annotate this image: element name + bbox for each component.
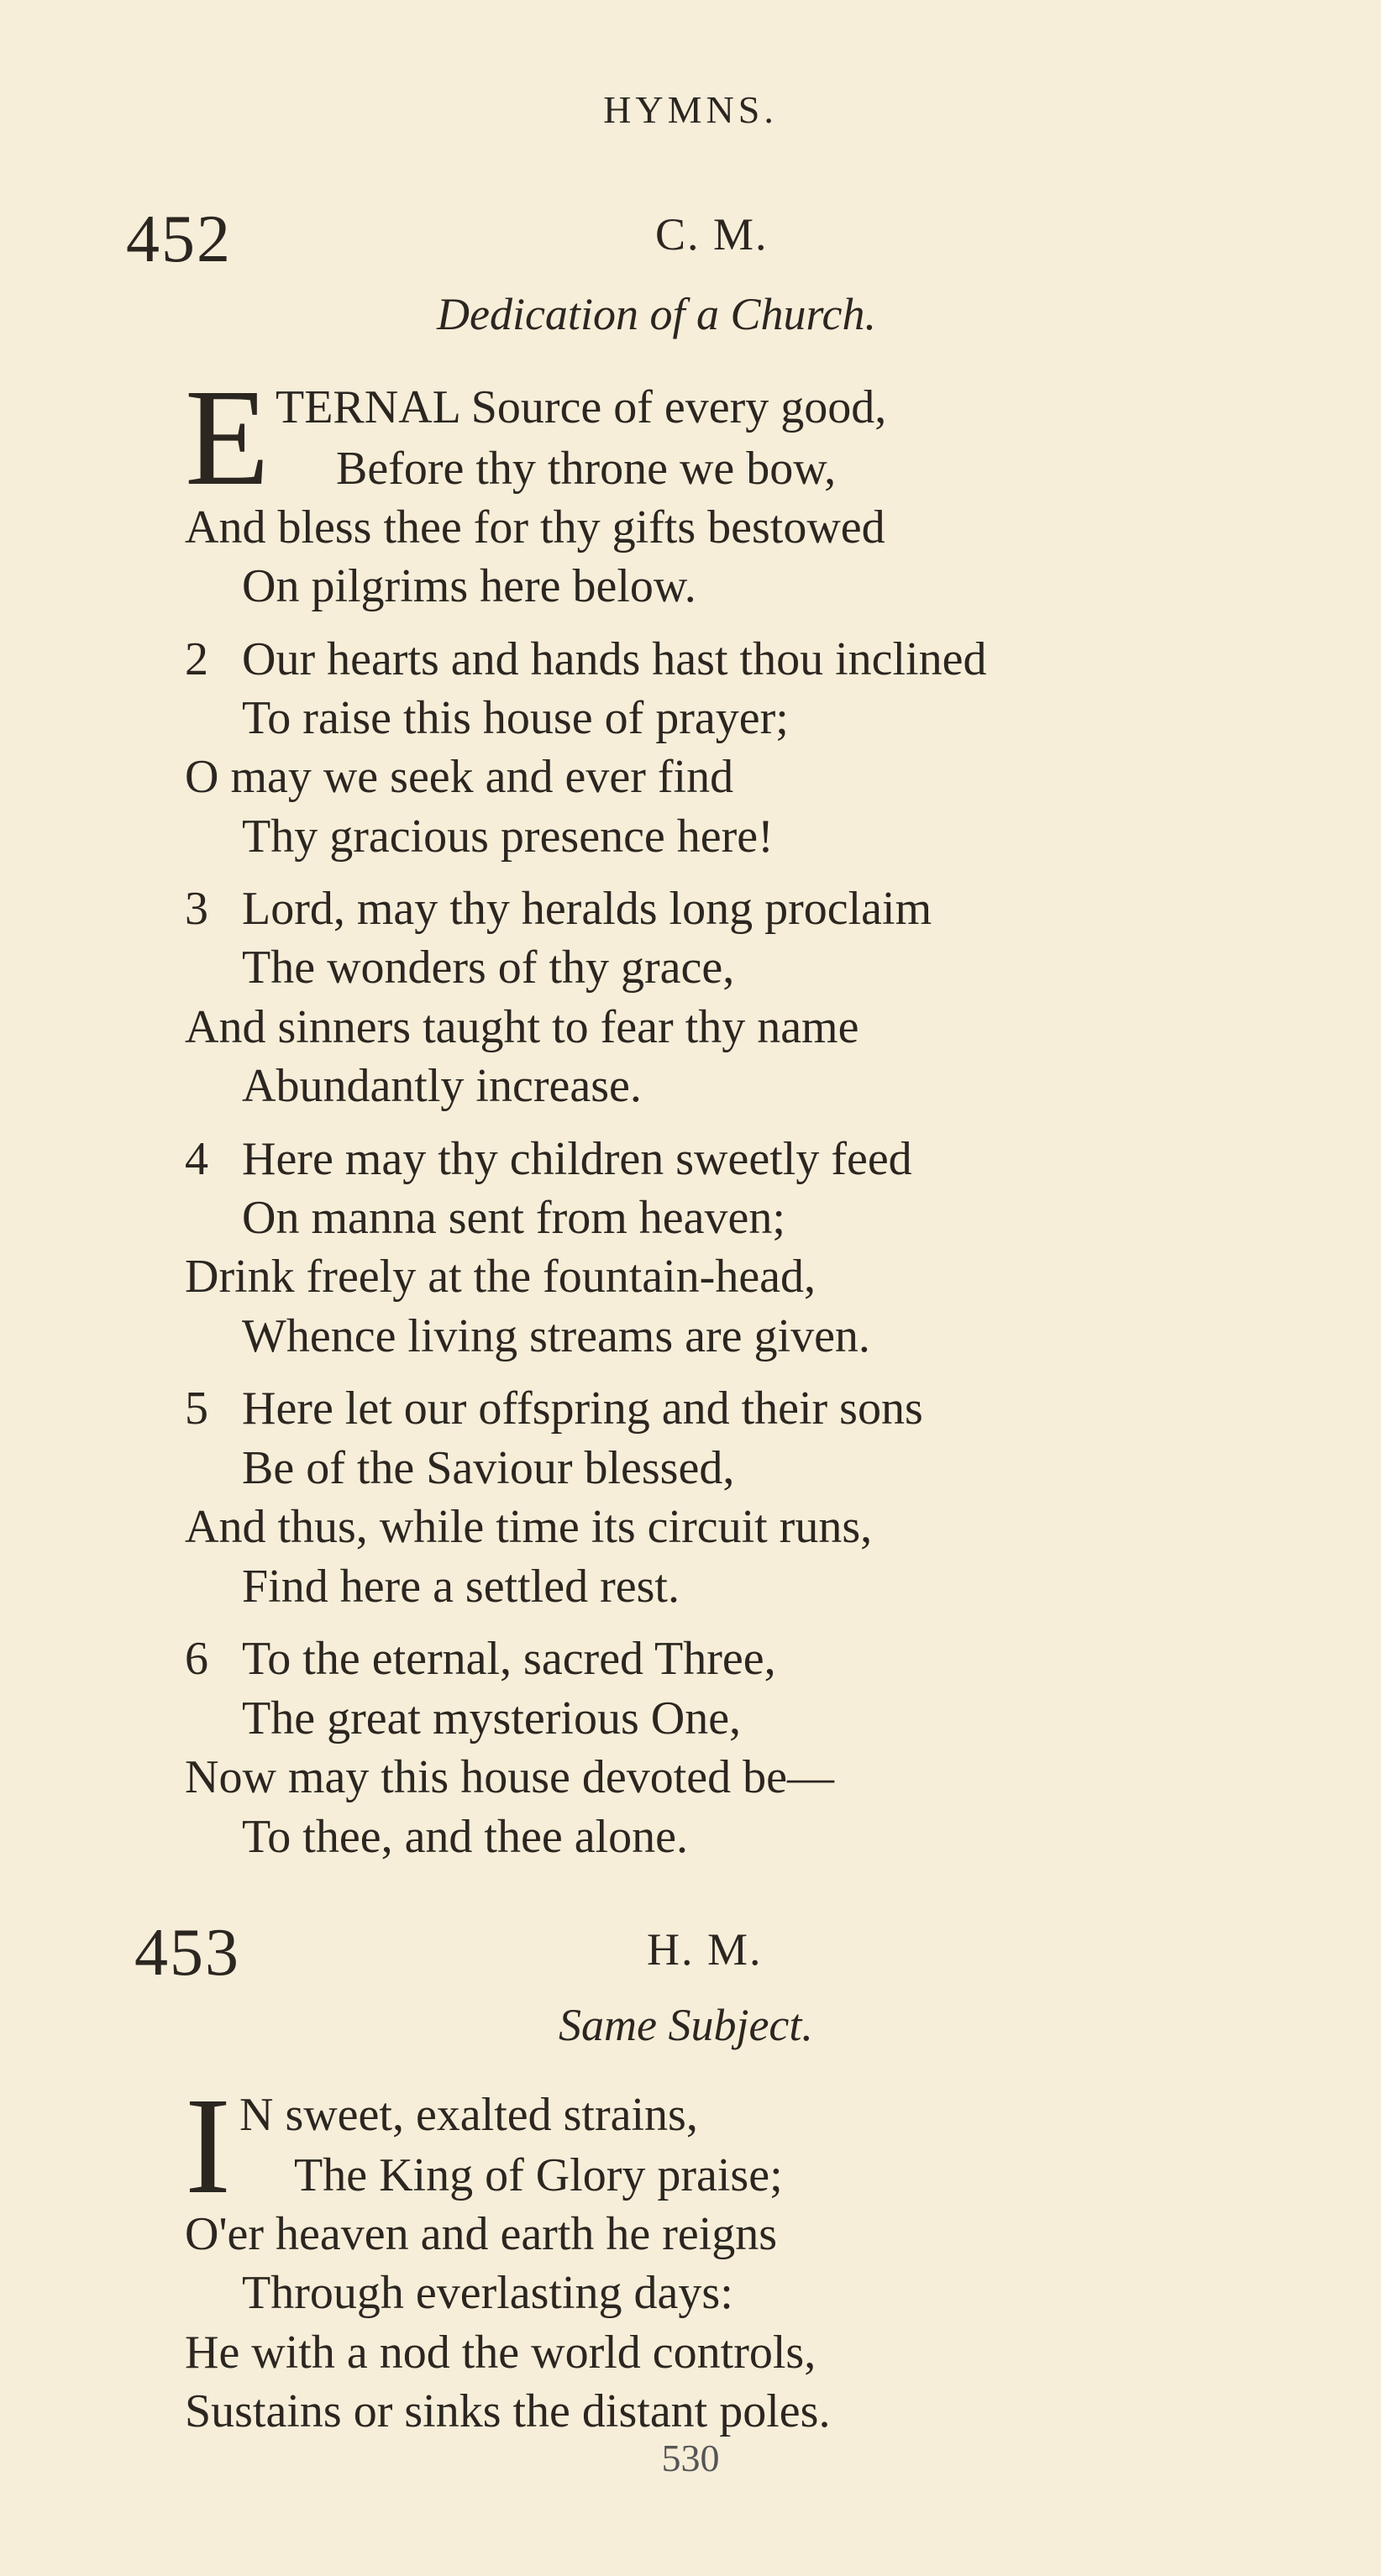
- verse-line: And bless thee for thy gifts bestowed: [185, 501, 885, 553]
- hymn-title-452: Dedication of a Church.: [437, 289, 876, 339]
- verse-number: 4: [185, 1133, 208, 1185]
- verse-line: O'er heaven and earth he reigns: [185, 2208, 778, 2260]
- verse-line: The great mysterious One,: [242, 1692, 742, 1744]
- verse-number: 3: [185, 883, 208, 935]
- verse-line: And sinners taught to fear thy name: [185, 1001, 859, 1053]
- verse-number: 2: [185, 633, 208, 685]
- verse-line: N sweet, exalted strains,: [239, 2089, 698, 2141]
- verse-line: Abundantly increase.: [242, 1060, 642, 1112]
- verse-line: And thus, while time its circuit runs,: [185, 1501, 873, 1553]
- verse-line: Our hearts and hands hast thou inclined: [242, 633, 987, 685]
- verse-line: The wonders of thy grace,: [242, 942, 735, 994]
- verse-line: Be of the Saviour blessed,: [242, 1442, 735, 1494]
- verse-line: O may we seek and ever find: [185, 751, 734, 803]
- verse-line: He with a nod the world controls,: [185, 2327, 817, 2379]
- verse-line: TERNAL Source of every good,: [276, 381, 887, 433]
- verse-line: Sustains or sinks the distant poles.: [185, 2385, 831, 2437]
- hymn-meter-453: H. M.: [647, 1924, 763, 1975]
- verse-line: On pilgrims here below.: [242, 560, 696, 612]
- verse-line: Here let our offspring and their sons: [242, 1382, 923, 1435]
- verse-line: On manna sent from heaven;: [242, 1192, 785, 1244]
- hymn-number-452: 452: [126, 202, 232, 276]
- verse-line: Now may this house devoted be—: [185, 1751, 834, 1803]
- verse-line: Here may thy children sweetly feed: [242, 1133, 912, 1185]
- verse-line: Lord, may thy heralds long proclaim: [242, 883, 932, 935]
- page-number: 530: [661, 2437, 720, 2479]
- verse-line: Through everlasting days:: [242, 2267, 733, 2319]
- verse-line: Thy gracious presence here!: [242, 811, 774, 863]
- verse-line: To the eternal, sacred Three,: [242, 1633, 776, 1685]
- hymn-meter-452: C. M.: [655, 209, 769, 260]
- verse-line: Find here a settled rest.: [242, 1561, 680, 1613]
- verse-line: Before thy throne we bow,: [336, 443, 837, 495]
- running-head: HYMNS.: [603, 88, 778, 131]
- drop-cap-i: I: [185, 2069, 231, 2222]
- verse-line: To thee, and thee alone.: [242, 1811, 688, 1863]
- hymn-title-453: Same Subject.: [559, 2000, 813, 2050]
- verse-number: 5: [185, 1382, 208, 1435]
- hymn-number-453: 453: [134, 1916, 240, 1990]
- verse-number: 6: [185, 1633, 208, 1685]
- verse-line: Drink freely at the fountain-head,: [185, 1251, 817, 1303]
- verse-line: Whence living streams are given.: [242, 1310, 870, 1362]
- verse-line: To raise this house of prayer;: [242, 692, 789, 744]
- verse-line: The King of Glory praise;: [294, 2149, 783, 2201]
- drop-cap-e: E: [185, 360, 270, 514]
